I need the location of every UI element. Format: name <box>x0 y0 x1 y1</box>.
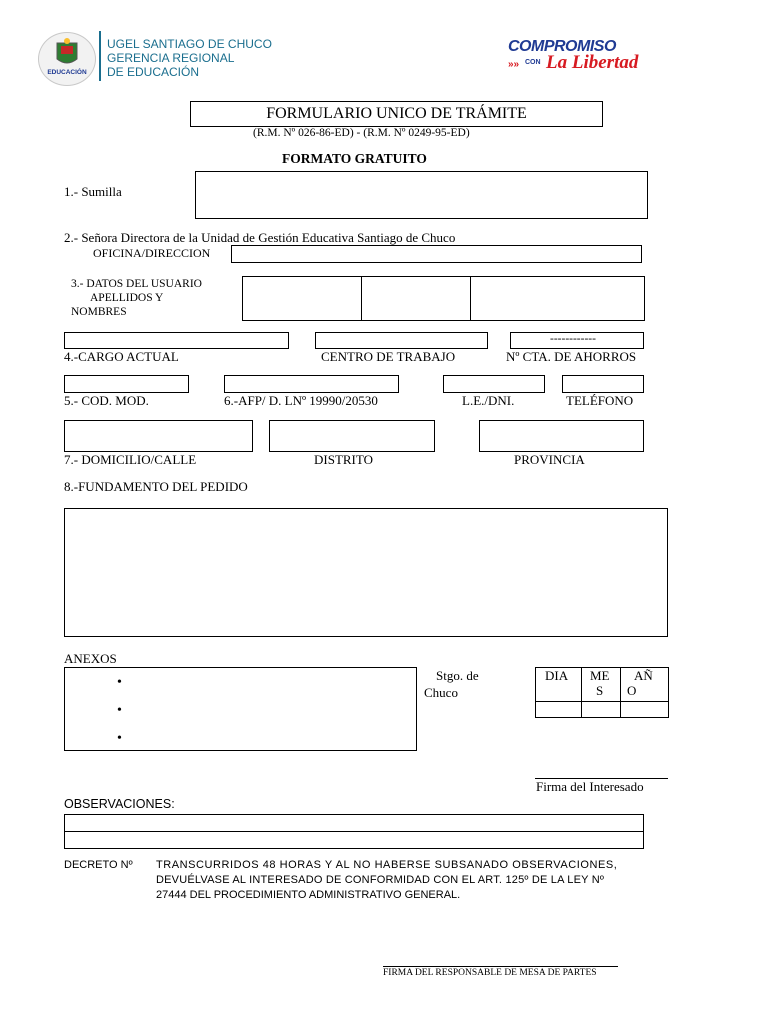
apellido-materno-field[interactable] <box>361 276 471 321</box>
cargo-field[interactable] <box>64 332 289 349</box>
provincia-label: PROVINCIA <box>514 452 585 467</box>
mes-field[interactable] <box>581 701 621 718</box>
seal-icon <box>39 33 95 85</box>
ano-label-line1: AÑ <box>634 668 653 683</box>
firma-responsable-label: FIRMA DEL RESPONSABLE DE MESA DE PARTES <box>383 968 597 978</box>
observaciones-label: OBSERVACIONES: <box>64 797 175 811</box>
stgo-label-line2: Chuco <box>424 685 458 700</box>
datos-label-line3: NOMBRES <box>71 306 127 318</box>
anexo-bullet-2: • <box>117 703 122 718</box>
oficina-label: OFICINA/DIRECCION <box>93 246 211 260</box>
codmod-label: 5.- COD. MOD. <box>64 393 149 408</box>
domicilio-field[interactable] <box>64 420 253 452</box>
ano-header <box>620 667 669 702</box>
brand-con: CON <box>525 59 541 66</box>
form-subtitle: (R.M. Nº 026-86-ED) - (R.M. Nº 0249-95-ED) <box>253 127 470 139</box>
afp-field[interactable] <box>224 375 399 393</box>
ugel-seal-logo <box>38 32 96 86</box>
provincia-field[interactable] <box>479 420 644 452</box>
distrito-field[interactable] <box>269 420 435 452</box>
fundamento-field[interactable] <box>64 508 668 637</box>
distrito-label: DISTRITO <box>314 452 373 467</box>
compromiso-logo <box>508 38 643 78</box>
domicilio-label: 7.- DOMICILIO/CALLE <box>64 452 197 467</box>
header-divider <box>99 31 101 81</box>
seal-caption: EDUCACIÓN <box>47 69 87 76</box>
dni-field[interactable] <box>443 375 545 393</box>
observaciones-field-1[interactable] <box>64 814 644 832</box>
dia-field[interactable] <box>535 701 582 718</box>
cta-placeholder: ------------ <box>550 333 596 345</box>
afp-label: 6.-AFP/ D. LNº 19990/20530 <box>224 393 378 408</box>
datos-label-line2: APELLIDOS Y <box>90 292 164 304</box>
apellido-paterno-field[interactable] <box>242 276 362 321</box>
telefono-field[interactable] <box>562 375 644 393</box>
sumilla-label: 1.- Sumilla <box>64 184 122 199</box>
decreto-text-line2: DEVUÉLVASE AL INTERESADO DE CONFORMIDAD CON EL ART. 125º DE LA LEY Nº <box>156 874 605 886</box>
ano-field[interactable] <box>620 701 669 718</box>
firma-responsable-line <box>383 966 618 967</box>
decreto-label: DECRETO Nº <box>64 859 133 871</box>
telefono-label: TELÉFONO <box>566 393 634 408</box>
nombres-field[interactable] <box>470 276 645 321</box>
decreto-text-line3: 27444 DEL PROCEDIMIENTO ADMINISTRATIVO GENERAL. <box>156 889 461 901</box>
centro-label: CENTRO DE TRABAJO <box>321 349 456 364</box>
form-title: FORMULARIO UNICO DE TRÁMITE <box>266 105 527 122</box>
brand-script: La Libertad <box>546 52 639 73</box>
datos-label-line1: 3.- DATOS DEL USUARIO <box>71 278 202 290</box>
ugel-name-line1: UGEL SANTIAGO DE CHUCO <box>107 37 272 51</box>
dni-label: L.E./DNI. <box>462 393 515 408</box>
fundamento-label: 8.-FUNDAMENTO DEL PEDIDO <box>64 479 248 494</box>
mes-header <box>581 667 621 702</box>
decreto-text-line1: TRANSCURRIDOS 48 HORAS Y AL NO HABERSE SUBSANADO OBSERVACIONES, <box>156 859 618 871</box>
dia-header <box>535 667 582 702</box>
ugel-name-line3: DE EDUCACIÓN <box>107 65 200 79</box>
brand-top: COMPROMISO <box>508 38 616 55</box>
sumilla-field[interactable] <box>195 171 648 219</box>
anexo-bullet-3: • <box>117 731 122 746</box>
anexos-label: ANEXOS <box>64 651 117 666</box>
cta-label: Nº CTA. DE AHORROS <box>506 349 637 364</box>
formato-gratuito: FORMATO GRATUITO <box>282 151 427 166</box>
firma-interesado-label: Firma del Interesado <box>536 779 644 794</box>
mes-label-line2: S <box>596 683 604 698</box>
ugel-name <box>107 37 272 79</box>
observaciones-field-2[interactable] <box>64 831 644 849</box>
centro-field[interactable] <box>315 332 488 349</box>
cargo-label: 4.-CARGO ACTUAL <box>64 349 179 364</box>
stgo-label-line1: Stgo. de <box>436 668 479 683</box>
ano-label-line2: O <box>627 683 637 698</box>
brand-arrows-icon: »» <box>508 59 520 70</box>
anexo-bullet-1: • <box>117 675 122 690</box>
codmod-field[interactable] <box>64 375 189 393</box>
dia-label: DIA <box>545 668 569 683</box>
senora-label: 2.- Señora Directora de la Unidad de Gestión Educativa Santiago de Chuco <box>64 230 456 245</box>
ugel-name-line2: GERENCIA REGIONAL <box>107 51 235 65</box>
oficina-field[interactable] <box>231 245 642 263</box>
mes-label-line1: ME <box>590 668 610 683</box>
